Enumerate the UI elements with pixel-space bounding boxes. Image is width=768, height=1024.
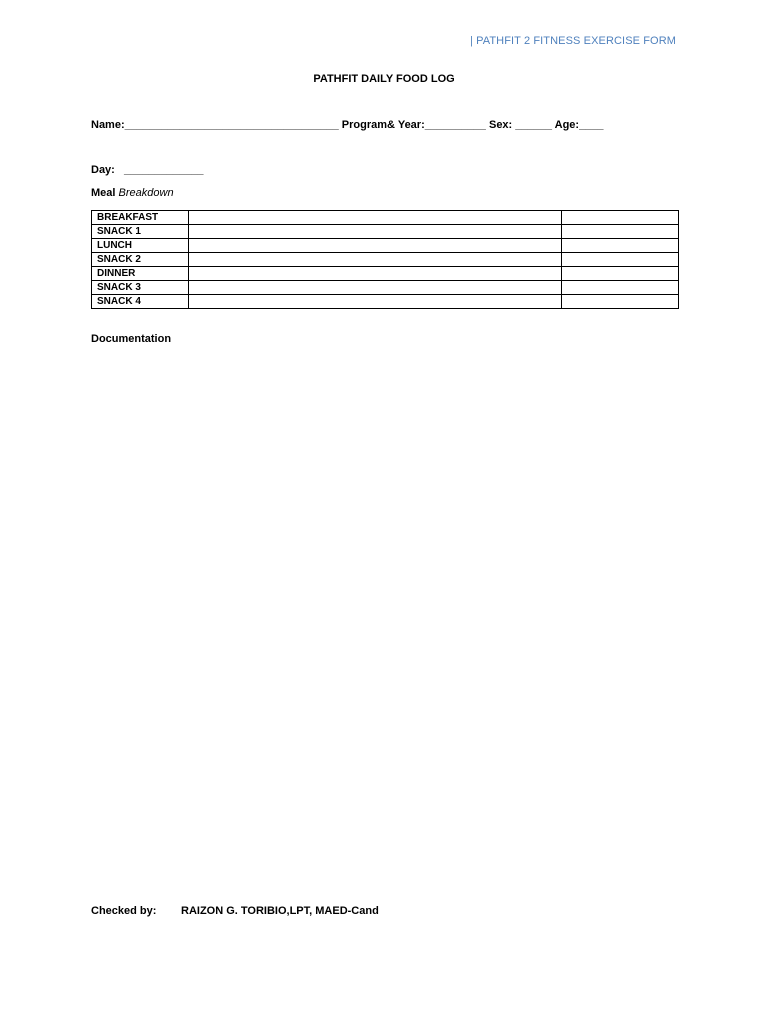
food-entry-cell bbox=[189, 281, 562, 295]
food-entry-cell bbox=[189, 295, 562, 309]
food-entry-cell bbox=[189, 239, 562, 253]
food-entry-cell bbox=[189, 253, 562, 267]
student-info-line: Name:___________________________________ Program& Year:__________ Sex: ______ Age:____ bbox=[91, 119, 604, 131]
meal-label: DINNER bbox=[92, 267, 189, 281]
checked-by-label: Checked by: bbox=[91, 905, 157, 917]
meal-breakdown-heading bbox=[91, 187, 174, 199]
running-header: | PATHFIT 2 FITNESS EXERCISE FORM bbox=[469, 35, 676, 47]
calorie-entry-cell bbox=[562, 295, 679, 309]
food-entry-cell bbox=[189, 267, 562, 281]
checker-name: RAIZON G. TORIBIO,LPT, MAED-Cand bbox=[181, 905, 379, 917]
meal-label: SNACK 3 bbox=[92, 281, 189, 295]
meal-heading-bold: Meal bbox=[91, 187, 116, 199]
day-line: Day: _____________ bbox=[91, 164, 204, 176]
meal-label: SNACK 2 bbox=[92, 253, 189, 267]
calorie-entry-cell bbox=[562, 239, 679, 253]
food-entry-cell bbox=[189, 225, 562, 239]
calorie-entry-cell bbox=[562, 211, 679, 225]
table-row bbox=[92, 225, 679, 239]
calorie-entry-cell bbox=[562, 225, 679, 239]
document-title: PATHFIT DAILY FOOD LOG bbox=[313, 73, 455, 85]
meal-label: LUNCH bbox=[92, 239, 189, 253]
meal-label: SNACK 4 bbox=[92, 295, 189, 309]
table-row bbox=[92, 211, 679, 225]
calorie-entry-cell bbox=[562, 267, 679, 281]
table-row bbox=[92, 295, 679, 309]
calorie-entry-cell bbox=[562, 281, 679, 295]
documentation-label: Documentation bbox=[91, 333, 172, 345]
calorie-entry-cell bbox=[562, 253, 679, 267]
table-row bbox=[92, 281, 679, 295]
food-entry-cell bbox=[189, 211, 562, 225]
table-row bbox=[92, 253, 679, 267]
table-row bbox=[92, 267, 679, 281]
meal-breakdown-table bbox=[91, 210, 679, 309]
meal-heading-italic: Breakdown bbox=[118, 187, 174, 199]
meal-label: BREAKFAST bbox=[92, 211, 189, 225]
table-row bbox=[92, 239, 679, 253]
meal-label: SNACK 1 bbox=[92, 225, 189, 239]
